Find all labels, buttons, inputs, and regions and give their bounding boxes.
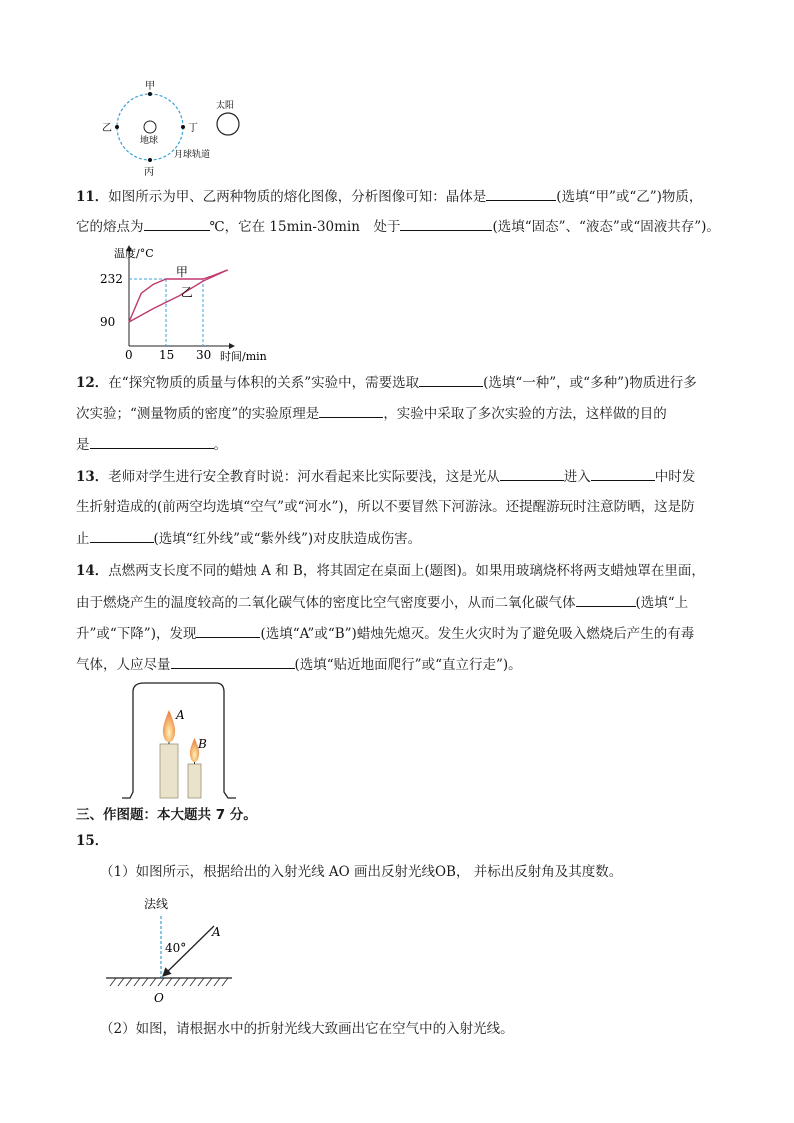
q14-line4	[76, 654, 522, 675]
q13-text-1c: 中时发	[654, 469, 696, 485]
normal-label: 法线	[144, 897, 169, 911]
q11-blank-state[interactable]	[400, 216, 492, 231]
x-tick-30: 30	[196, 348, 212, 362]
series-label-jia: 甲	[175, 265, 188, 279]
q13-blank-radiation[interactable]	[90, 528, 154, 543]
label-jia: 甲	[145, 81, 155, 92]
label-ding: 丁	[188, 123, 198, 134]
q11-line2	[76, 216, 720, 237]
q11-blank-melting-point[interactable]	[144, 216, 210, 231]
q12-blank-principle[interactable]	[319, 403, 383, 418]
beaker-outline	[122, 683, 236, 798]
q13-text-1b: 进入	[563, 469, 591, 485]
q11-line1	[76, 186, 702, 207]
q12-text-3a: 是	[76, 437, 90, 453]
candle-b	[188, 764, 201, 798]
angle-label: 40°	[165, 941, 187, 955]
q13-blank-from[interactable]	[500, 466, 564, 481]
earth-circle	[144, 121, 156, 133]
q13-text-2: 生折射造成的(前两空均选填“空气”或“河水”)，所以不要冒然下河游泳。还提醒游玩时注意防晒，这是防	[76, 499, 695, 515]
q14-blank-candle[interactable]	[196, 623, 260, 638]
q12-line1	[76, 372, 697, 393]
label-earth: 地球	[140, 136, 159, 146]
q15-part2-text: 如图，请根据水中的折射光线大致画出它在空气中的入射光线。	[135, 1021, 514, 1037]
q13-text-3a: 止	[76, 531, 90, 547]
q14-number: 14．	[76, 563, 109, 579]
q15-part1	[100, 862, 622, 882]
q12-text-1a: 在“探究物质的质量与体积的关系”实验中，需要选取	[108, 375, 420, 391]
q14-line1	[76, 561, 705, 581]
q14-text-1: 点燃两支长度不同的蜡烛 A 和 B，将其固定在桌面上(题图)。如果用玻璃烧杯将两支蜡烛罩在里面，	[108, 563, 705, 579]
q14-line2	[76, 592, 688, 613]
q14-text-2a: 由于燃烧产生的温度较高的二氧化碳气体的密度比空气密度要小，从而二氧化碳气体	[76, 595, 576, 611]
q14-line3	[76, 623, 694, 644]
point-a-label: A	[212, 925, 221, 939]
q13-line3	[76, 528, 421, 549]
q12-text-1b: (选填“一种”，或“多种”)物质进行多	[483, 375, 697, 391]
moon-orbit-diagram	[88, 78, 258, 178]
q13-line2	[76, 497, 695, 517]
series-label-yi: 乙	[180, 285, 193, 300]
moon-dot-jia	[148, 92, 152, 96]
y-tick-90: 90	[100, 315, 116, 329]
q13-text-1a: 老师对学生进行安全教育时说：河水看起来比实际要浅，这是光从	[108, 469, 500, 485]
q15-number-text: 15．	[76, 833, 109, 849]
reflection-figure	[104, 890, 244, 1008]
q14-text-2b: (选填“上	[635, 595, 689, 611]
q12-text-3b: 。	[213, 437, 227, 453]
q12-text-2b: ，实验中采取了多次实验的方法，这样做的目的	[383, 406, 667, 422]
q15-part1-text: 如图所示，根据给出的入射光线 AO 画出反射光线OB， 并标出反射角及其度数。	[135, 864, 623, 880]
q15-part1-number: （1）	[100, 864, 136, 880]
q12-line2	[76, 403, 667, 424]
sun-circle	[217, 113, 239, 135]
candle-b-label: B	[198, 737, 207, 751]
label-sun: 太阳	[216, 101, 235, 111]
q12-text-2a: 次实验；“测量物质的密度”的实验原理是	[76, 406, 320, 422]
mirror-hatching	[110, 978, 228, 986]
chart-xlabel: 时间/min	[220, 350, 267, 363]
point-o-label: O	[154, 991, 164, 1005]
q13-number: 13．	[76, 469, 109, 485]
q12-line3	[76, 434, 227, 455]
moon-dot-ding	[181, 125, 185, 129]
q14-text-3a: 升”或“下降”)，发现	[76, 626, 197, 642]
moon-dot-bing	[148, 158, 152, 162]
y-tick-232: 232	[100, 272, 123, 286]
section-3-title: 三、作图题：本大题共 7 分。	[76, 807, 257, 823]
q15-part2-number: （2）	[100, 1021, 136, 1037]
q11-number: 11．	[76, 189, 109, 205]
q13-blank-into[interactable]	[591, 466, 655, 481]
moon-dot-yi	[115, 125, 119, 129]
q13-text-3b: (选填“红外线”或“紫外线”)对皮肤造成伤害。	[153, 531, 422, 547]
q12-number: 12．	[76, 375, 109, 391]
q13-line1	[76, 466, 695, 487]
label-yi: 乙	[102, 123, 112, 134]
label-bing: 丙	[144, 167, 154, 178]
melting-chart	[96, 242, 286, 364]
q11-text-2c: (选填“固态”、“液态”或“固液共存”)。	[492, 219, 720, 235]
q14-text-3b: (选填“A”或“B”)蜡烛先熄灭。发生火灾时为了避免吸入燃烧后产生的有毒	[260, 626, 695, 642]
label-orbit: 月球轨道	[174, 150, 211, 160]
q11-text-1b: (选填“甲”或“乙”)物质，	[556, 189, 703, 205]
candle-a-label: A	[176, 708, 185, 722]
q14-blank-action[interactable]	[171, 654, 295, 669]
x-tick-0: 0	[125, 348, 133, 362]
candle-a	[160, 744, 178, 798]
q14-blank-direction[interactable]	[576, 592, 636, 607]
candle-a-flame	[163, 710, 175, 742]
q11-text-1a: 如图所示为甲、乙两种物质的熔化图像，分析图像可知：晶体是	[108, 189, 487, 205]
q11-blank-crystal[interactable]	[486, 186, 556, 201]
q14-text-4a: 气体，人应尽量	[76, 657, 171, 673]
q14-text-4b: (选填“贴近地面爬行”或“直立行走”)。	[294, 657, 522, 673]
q15-number	[76, 831, 108, 851]
q11-text-2a: 它的熔点为	[76, 219, 144, 235]
q11-text-2b: ℃，它在 15min-30min 处于	[209, 219, 401, 235]
q15-part2	[100, 1019, 514, 1039]
x-tick-15: 15	[159, 348, 175, 362]
candle-beaker-figure	[120, 680, 240, 802]
q12-blank-purpose[interactable]	[90, 434, 214, 449]
q12-blank-kinds[interactable]	[419, 372, 483, 387]
chart-ylabel: 温度/°C	[114, 247, 154, 260]
